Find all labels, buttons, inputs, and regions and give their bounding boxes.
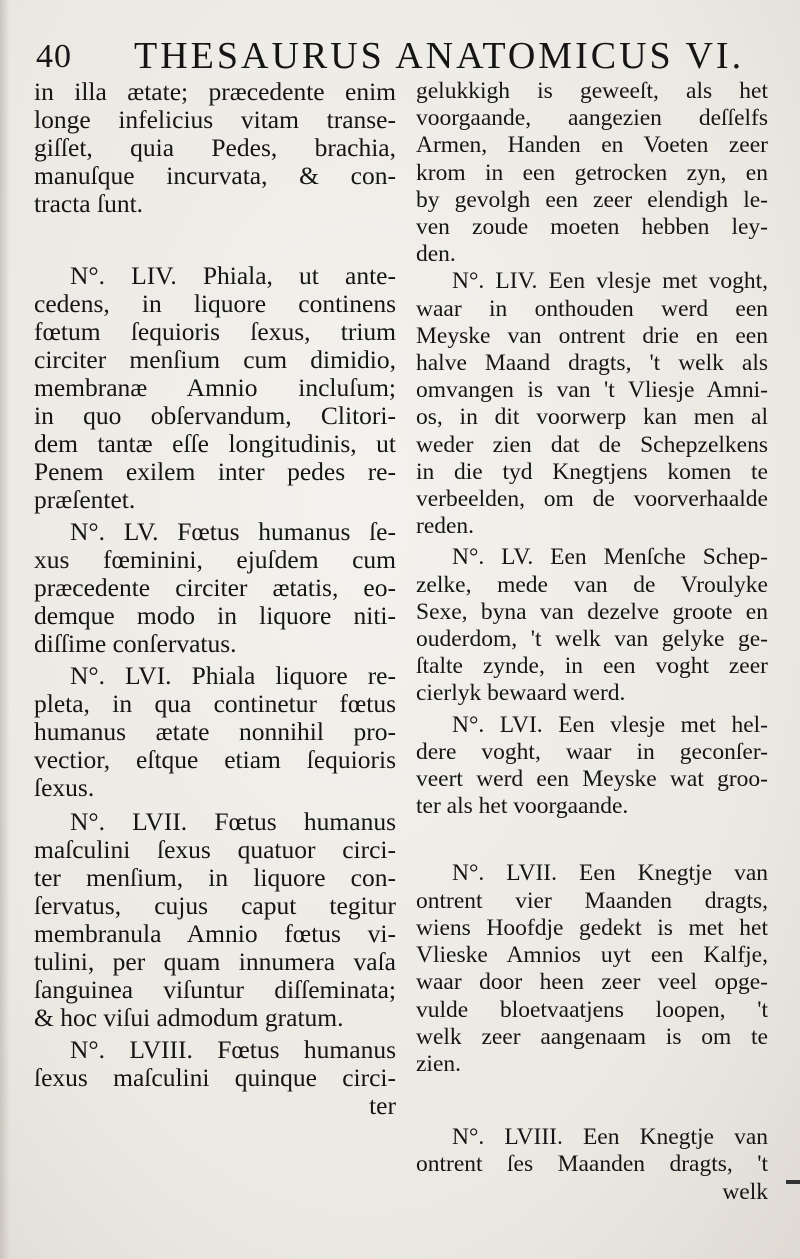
text-line: circiter menſium cum dimidio, (34, 345, 396, 374)
text-line: verbeelden, om de voorverhaalde (416, 486, 768, 513)
text-line: ven zoude moeten hebben ley- (416, 214, 768, 241)
page-edge-shadow (0, 0, 10, 1259)
text-line: in die tyd Knegtjens komen te (416, 458, 768, 485)
text-line: krom in een getrocken zyn, en (416, 159, 768, 186)
text-line: giſſet, quia Pedes, brachia, (34, 133, 396, 162)
text-line: ſexus maſculini quinque circi- (34, 1063, 396, 1092)
text-line: xus fœminini, ejuſdem cum (34, 545, 396, 574)
text-line: vectior, eſtque etiam ſequioris (34, 745, 396, 774)
latin-entry-liv (34, 262, 396, 514)
text-line: ouderdom, 't welk van gelyke ge- (416, 626, 768, 653)
text-line: voorgaande, aangezien deſſelfs (416, 105, 768, 132)
text-line: ontrent ſes Maanden dragts, 't (416, 1151, 768, 1178)
text-line: in quo obſervandum, Clitori- (34, 401, 396, 430)
text-line: by gevolgh een zeer elendigh le- (416, 186, 768, 213)
text-line: vulde bloetvaatjens loopen, 't (416, 996, 768, 1023)
text-line: den. (416, 241, 456, 268)
text-line: reden. (416, 513, 475, 540)
text-line: Armen, Handen en Voeten zeer (416, 132, 768, 159)
text-line: in illa ætate; præcedente enim (34, 77, 396, 106)
text-line: omvangen is van 't Vliesje Amni- (416, 377, 768, 404)
text-line: Meyske van ontrent drie en een (416, 322, 768, 349)
text-line: gelukkigh is geweeſt, als het (416, 78, 768, 104)
text-line: N°. LVII. Een Knegtje van (452, 860, 768, 887)
latin-entry-lviii (34, 1036, 396, 1120)
text-line: pleta, in qua continetur fœtus (34, 689, 396, 718)
text-line: N°. LV. Fœtus humanus ſe- (70, 517, 396, 546)
text-line: tulini, per quam innumera vaſa (34, 947, 396, 976)
text-line: manuſque incurvata, & con- (34, 161, 396, 190)
text-line: Vlieske Amnios uyt een Kalfje, (416, 942, 768, 969)
text-line: N°. LIV. Een vlesje met voght, (452, 268, 768, 295)
text-line: longe infelicius vitam transe- (34, 105, 396, 134)
text-line: ontrent vier Maanden dragts, (416, 887, 768, 914)
text-line: N°. LV. Een Menſche Schep- (452, 544, 768, 571)
text-line: Penem exilem inter pedes re- (34, 457, 396, 486)
latin-column (34, 78, 396, 1120)
text-line: tracta ſunt. (34, 189, 144, 218)
text-line: veert werd een Meyske wat groo- (416, 766, 768, 793)
latin-entry-lvii (34, 808, 396, 1032)
text-line: diſſime conſervatus. (34, 629, 237, 658)
text-line: ſervatus, cujus caput tegitur (34, 891, 396, 920)
catchword: ter (369, 1091, 396, 1120)
dutch-entry-lv (416, 544, 768, 707)
text-line: ſanguinea viſuntur diſſeminata; (34, 975, 396, 1004)
text-line: wiens Hoofdje gedekt is met het (416, 914, 768, 941)
text-line: dem tantæ eſſe longitudinis, ut (34, 429, 396, 458)
text-line: cedens, in liquore continens (34, 289, 396, 318)
running-title: THESAURUS ANATOMICUS VI. (134, 35, 745, 77)
text-line: N°. LVI. Een vlesje met hel- (452, 711, 768, 738)
text-line: halve Maand dragts, 't welk als (416, 350, 768, 377)
text-line: ſtalte zynde, in een voght zeer (416, 653, 768, 680)
text-line: N°. LIV. Phiala, ut ante- (70, 261, 396, 290)
dutch-paragraph-continued (416, 78, 768, 268)
text-line: membranula Amnio fœtus vi- (34, 919, 396, 948)
text-line: dere voght, waar in geconſer- (416, 738, 768, 765)
text-line: fœtum ſequioris ſexus, trium (34, 317, 396, 346)
text-line: ſexus. (34, 773, 95, 802)
text-line: zelke, mede van de Vroulyke (416, 571, 768, 598)
text-line: weder zien dat de Schepzelkens (416, 431, 768, 458)
latin-entry-lvi (34, 662, 396, 802)
latin-entry-lv (34, 518, 396, 658)
dutch-entry-lvii (416, 860, 768, 1078)
text-line: waar in onthouden werd een (416, 295, 768, 322)
text-line: N°. LVIII. Fœtus humanus (70, 1035, 396, 1064)
latin-paragraph-continued (34, 78, 396, 218)
text-line: waar door heen zeer veel opge- (416, 969, 768, 996)
text-line: ter menſium, in liquore con- (34, 863, 396, 892)
text-line: N°. LVII. Fœtus humanus (70, 807, 396, 836)
text-line: & hoc viſui admodum gratum. (34, 1003, 344, 1032)
text-line: N°. LVI. Phiala liquore re- (70, 661, 396, 690)
text-line: welk zeer aangenaam is om te (416, 1023, 768, 1050)
page-header (32, 26, 792, 78)
text-line: maſculini ſexus quatuor circi- (34, 835, 396, 864)
dutch-column (416, 78, 768, 1206)
catchword: welk (722, 1178, 768, 1205)
text-line: N°. LVIII. Een Knegtje van (452, 1124, 768, 1151)
text-line: ter als het voorgaande. (416, 793, 629, 820)
dutch-entry-liv (416, 268, 768, 540)
dutch-entry-lviii (416, 1124, 768, 1206)
text-line: præcedente circiter ætatis, eo- (34, 573, 396, 602)
page-edge-mark (786, 1180, 800, 1184)
text-line: demque modo in liquore niti- (34, 601, 396, 630)
dutch-entry-lvi (416, 712, 768, 821)
text-line: humanus ætate nonnihil pro- (34, 717, 396, 746)
text-line: membranæ Amnio incluſum; (34, 373, 396, 402)
text-line: præſentet. (34, 485, 136, 514)
text-line: Sexe, byna van dezelve groote en (416, 598, 768, 625)
page-number: 40 (36, 38, 72, 75)
text-line: os, in dit voorwerp kan men al (416, 404, 768, 431)
text-line: cierlyk bewaard werd. (416, 680, 626, 707)
text-line: zien. (416, 1050, 462, 1077)
